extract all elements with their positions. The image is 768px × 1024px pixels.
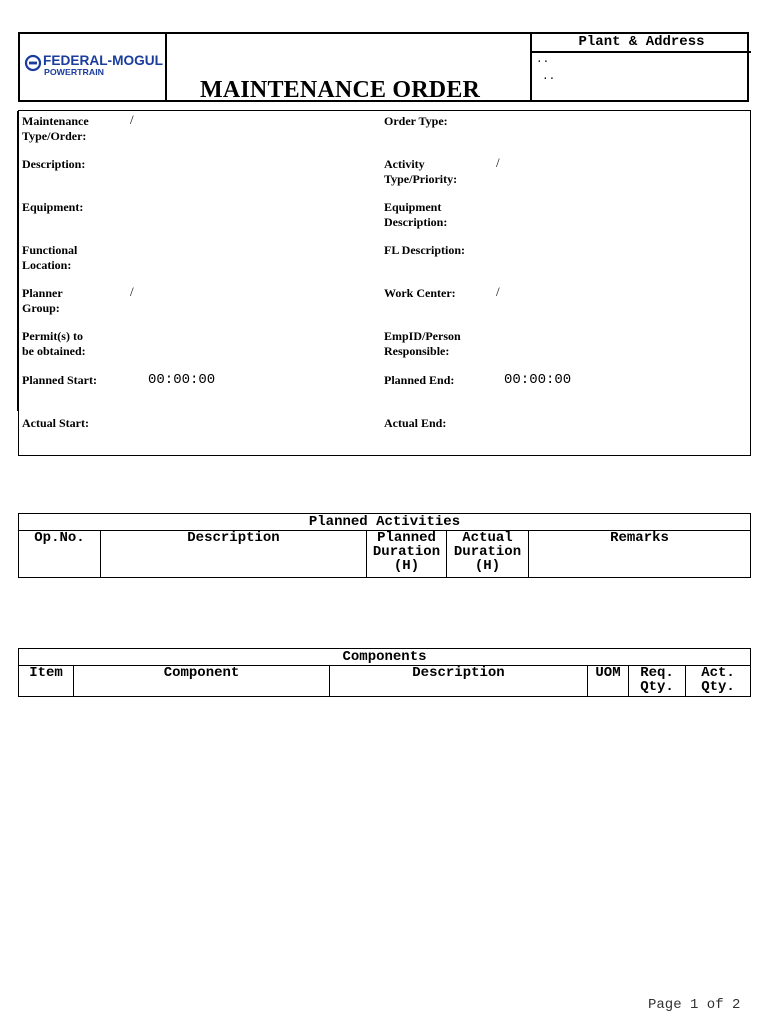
components-table: [18, 648, 751, 697]
equipment-label: Equipment:: [22, 200, 84, 214]
activity-type-value: /: [496, 155, 500, 170]
plant-address-title: Plant & Address: [532, 34, 751, 53]
description-label: Description:: [22, 157, 86, 171]
column-header-component: Component: [74, 666, 330, 697]
actual-end-label: Actual End:: [384, 416, 447, 430]
work-center-label: Work Center:: [384, 286, 456, 300]
maintenance-type-label: Maintenance Type/Order:: [22, 114, 89, 143]
fl-description-label: FL Description:: [384, 243, 465, 257]
planner-group-label: Planner Group:: [22, 286, 63, 315]
column-header-item: Item: [19, 666, 74, 697]
logo-sub-text: POWERTRAIN: [44, 67, 104, 77]
activity-type-label: Activity Type/Priority:: [384, 157, 458, 186]
column-header-uom: UOM: [588, 666, 629, 697]
column-header-description: Description: [101, 531, 367, 578]
order-type-label: Order Type:: [384, 114, 448, 128]
planned-activities-caption: Planned Activities: [19, 514, 751, 531]
column-header-actual-duration: Actual Duration (H): [447, 531, 529, 578]
permits-label: Permit(s) to be obtained:: [22, 329, 86, 358]
order-details-box: [18, 110, 751, 456]
column-header-op-no: Op.No.: [19, 531, 101, 578]
logo-main-text: FEDERAL-MOGUL: [43, 53, 163, 68]
planned-activities-table: [18, 513, 751, 578]
page-number: Page 1 of 2: [648, 997, 741, 1013]
functional-location-label: Functional Location:: [22, 243, 78, 272]
planner-group-value: /: [130, 284, 134, 299]
plant-address-line: ..: [536, 54, 550, 66]
column-header-remarks: Remarks: [529, 531, 751, 578]
plant-address-line: ..: [542, 71, 556, 83]
column-header-planned-duration: Planned Duration (H): [367, 531, 447, 578]
work-center-value: /: [496, 284, 500, 299]
logo-cell: [20, 34, 167, 100]
components-caption: Components: [19, 649, 751, 666]
planned-start-label: Planned Start:: [22, 373, 97, 387]
column-header-req-qty: Req. Qty.: [629, 666, 686, 697]
planned-start-time: 00:00:00: [148, 372, 216, 388]
page-title: MAINTENANCE ORDER: [200, 77, 481, 103]
plant-address-box: [530, 34, 751, 100]
planned-end-label: Planned End:: [384, 373, 455, 387]
column-header-act-qty: Act. Qty.: [686, 666, 751, 697]
planned-end-time: 00:00:00: [504, 372, 572, 388]
maintenance-type-value: /: [130, 112, 134, 127]
header-box: [18, 32, 749, 102]
person-responsible-label: EmpID/Person Responsible:: [384, 329, 461, 358]
federal-mogul-logo: [24, 50, 164, 78]
equipment-description-label: Equipment Description:: [384, 200, 448, 229]
column-header-description: Description: [330, 666, 588, 697]
actual-start-label: Actual Start:: [22, 416, 89, 430]
